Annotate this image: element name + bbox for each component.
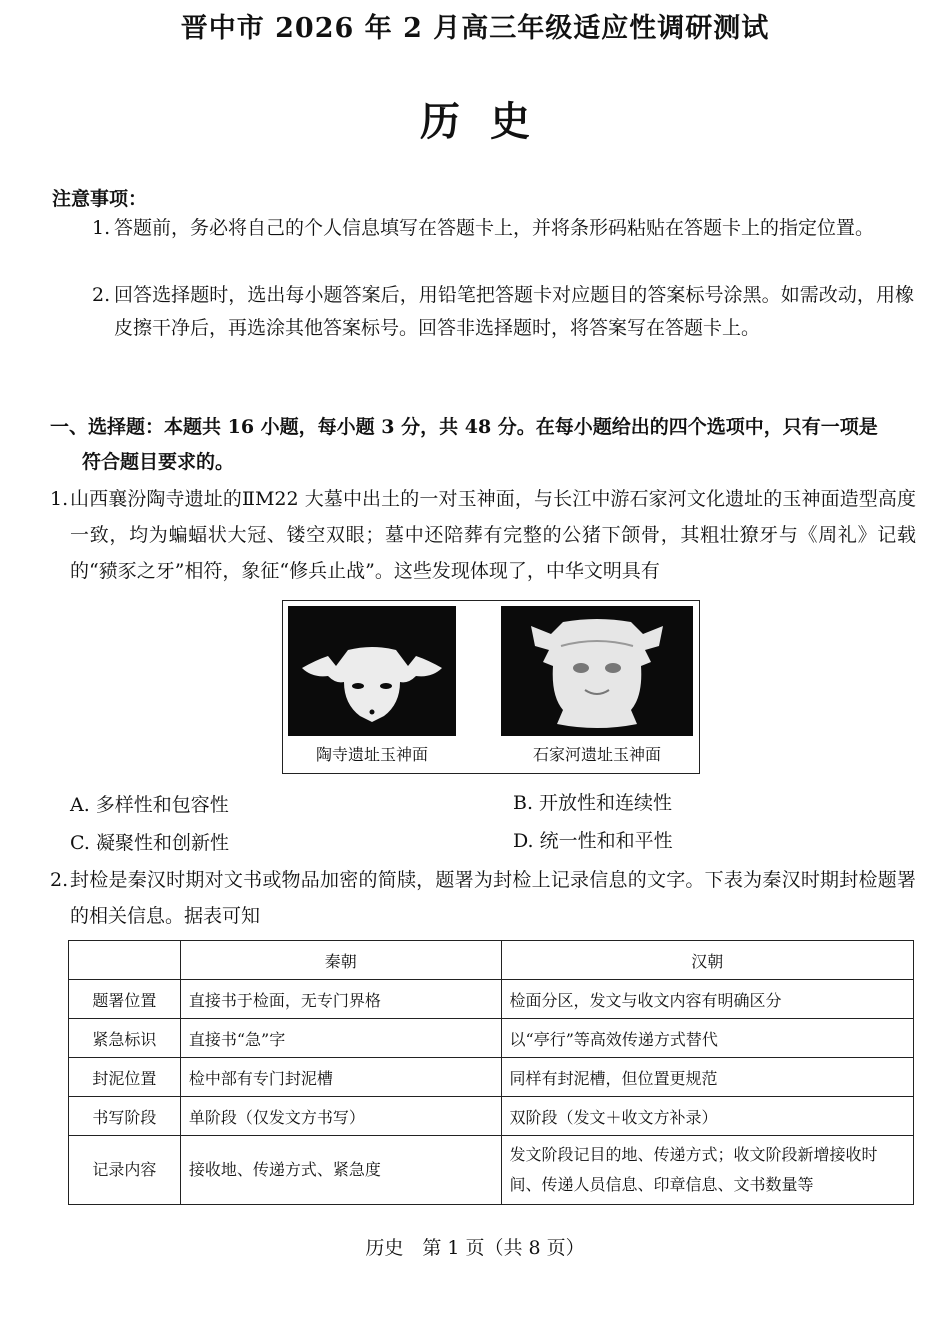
jade-mask-figure	[282, 600, 700, 774]
table-cell: 单阶段（仅发文方书写）	[180, 1097, 501, 1136]
option-c: C. 凝聚性和创新性	[70, 832, 229, 854]
section-line-1: 一、选择题：本题共 16 小题，每小题 3 分，共 48 分。在每小题给出的四个选项中，只有一项是	[50, 416, 878, 438]
table-cell: 接收地、传递方式、紧急度	[180, 1136, 501, 1205]
table-row-label: 封泥位置	[69, 1058, 181, 1097]
figure-caption-left: 陶寺遗址玉神面	[315, 745, 428, 764]
table-header-han: 汉朝	[501, 941, 913, 980]
table-header-qin: 秦朝	[180, 941, 501, 980]
note-number: 1.	[92, 217, 111, 239]
note-number: 2.	[92, 284, 111, 306]
taosi-jade-mask-image	[288, 606, 456, 736]
page-footer: 历史 第 1 页（共 8 页）	[365, 1237, 585, 1259]
note-item-2	[92, 279, 914, 345]
table-cell: 双阶段（发文＋收文方补录）	[501, 1097, 913, 1136]
option-b: B. 开放性和连续性	[513, 792, 673, 814]
table-cell: 检面分区，发文与收文内容有明确区分	[501, 980, 913, 1019]
figure-caption-right: 石家河遗址玉神面	[532, 745, 661, 764]
table-cell: 直接书“急”字	[180, 1019, 501, 1058]
section-heading	[50, 410, 916, 480]
table-header-row	[69, 941, 914, 980]
question-number: 2.	[50, 869, 69, 891]
table-row	[69, 1136, 914, 1205]
table-cell: 发文阶段记目的地、传递方式；收文阶段新增接收时间、传递人员信息、印章信息、文书数量等	[501, 1136, 913, 1205]
subject-title: 历史	[420, 98, 560, 145]
table-cell: 同样有封泥槽，但位置更规范	[501, 1058, 913, 1097]
notes-heading: 注意事项：	[52, 188, 148, 210]
table-row-label: 紧急标识	[69, 1019, 181, 1058]
shijiahe-jade-mask-image	[501, 606, 693, 736]
table-row-label: 题署位置	[69, 980, 181, 1019]
table-row	[69, 1058, 914, 1097]
sealing-inscription-table	[68, 940, 914, 1205]
table-row	[69, 1019, 914, 1058]
section-line-2: 符合题目要求的。	[82, 451, 235, 473]
question-number: 1.	[50, 488, 69, 510]
note-text: 回答选择题时，选出每小题答案后，用铅笔把答题卡对应题目的答案标号涂黑。如需改动，用橡皮擦干净后，再选涂其他答案标号。回答非选择题时，将答案写在答题卡上。	[114, 284, 914, 339]
table-row	[69, 980, 914, 1019]
table-row-label: 记录内容	[69, 1136, 181, 1205]
option-a: A. 多样性和包容性	[70, 794, 229, 816]
question-stem: 封检是秦汉时期对文书或物品加密的简牍，题署为封检上记录信息的文字。下表为秦汉时期封检题署的相关信息。据表可知	[70, 869, 916, 927]
table-cell: 检中部有专门封泥槽	[180, 1058, 501, 1097]
exam-title: 晋中市 2026 年 2 月高三年级适应性调研测试	[180, 13, 770, 44]
note-item-1	[92, 212, 914, 245]
question-stem: 山西襄汾陶寺遗址的ⅡM22 大墓中出土的一对玉神面，与长江中游石家河文化遗址的玉神面造型高度一致，均为蝙蝠状大冠、镂空双眼；墓中还陪葬有完整的公猪下颌骨，其粗壮獠牙与《周礼》记载的“豮豕之牙”相符，象征“修兵止战”。这些发现体现了，中华文明具有	[70, 488, 916, 582]
question-2	[50, 862, 916, 934]
table-cell: 直接书于检面，无专门界格	[180, 980, 501, 1019]
table-row-label: 书写阶段	[69, 1097, 181, 1136]
table-cell: 以“亭行”等高效传递方式替代	[501, 1019, 913, 1058]
note-text: 答题前，务必将自己的个人信息填写在答题卡上，并将条形码粘贴在答题卡上的指定位置。	[114, 217, 875, 239]
option-d: D. 统一性和和平性	[513, 830, 673, 852]
question-1	[50, 481, 916, 589]
table-header-cell	[69, 941, 181, 980]
table-row	[69, 1097, 914, 1136]
